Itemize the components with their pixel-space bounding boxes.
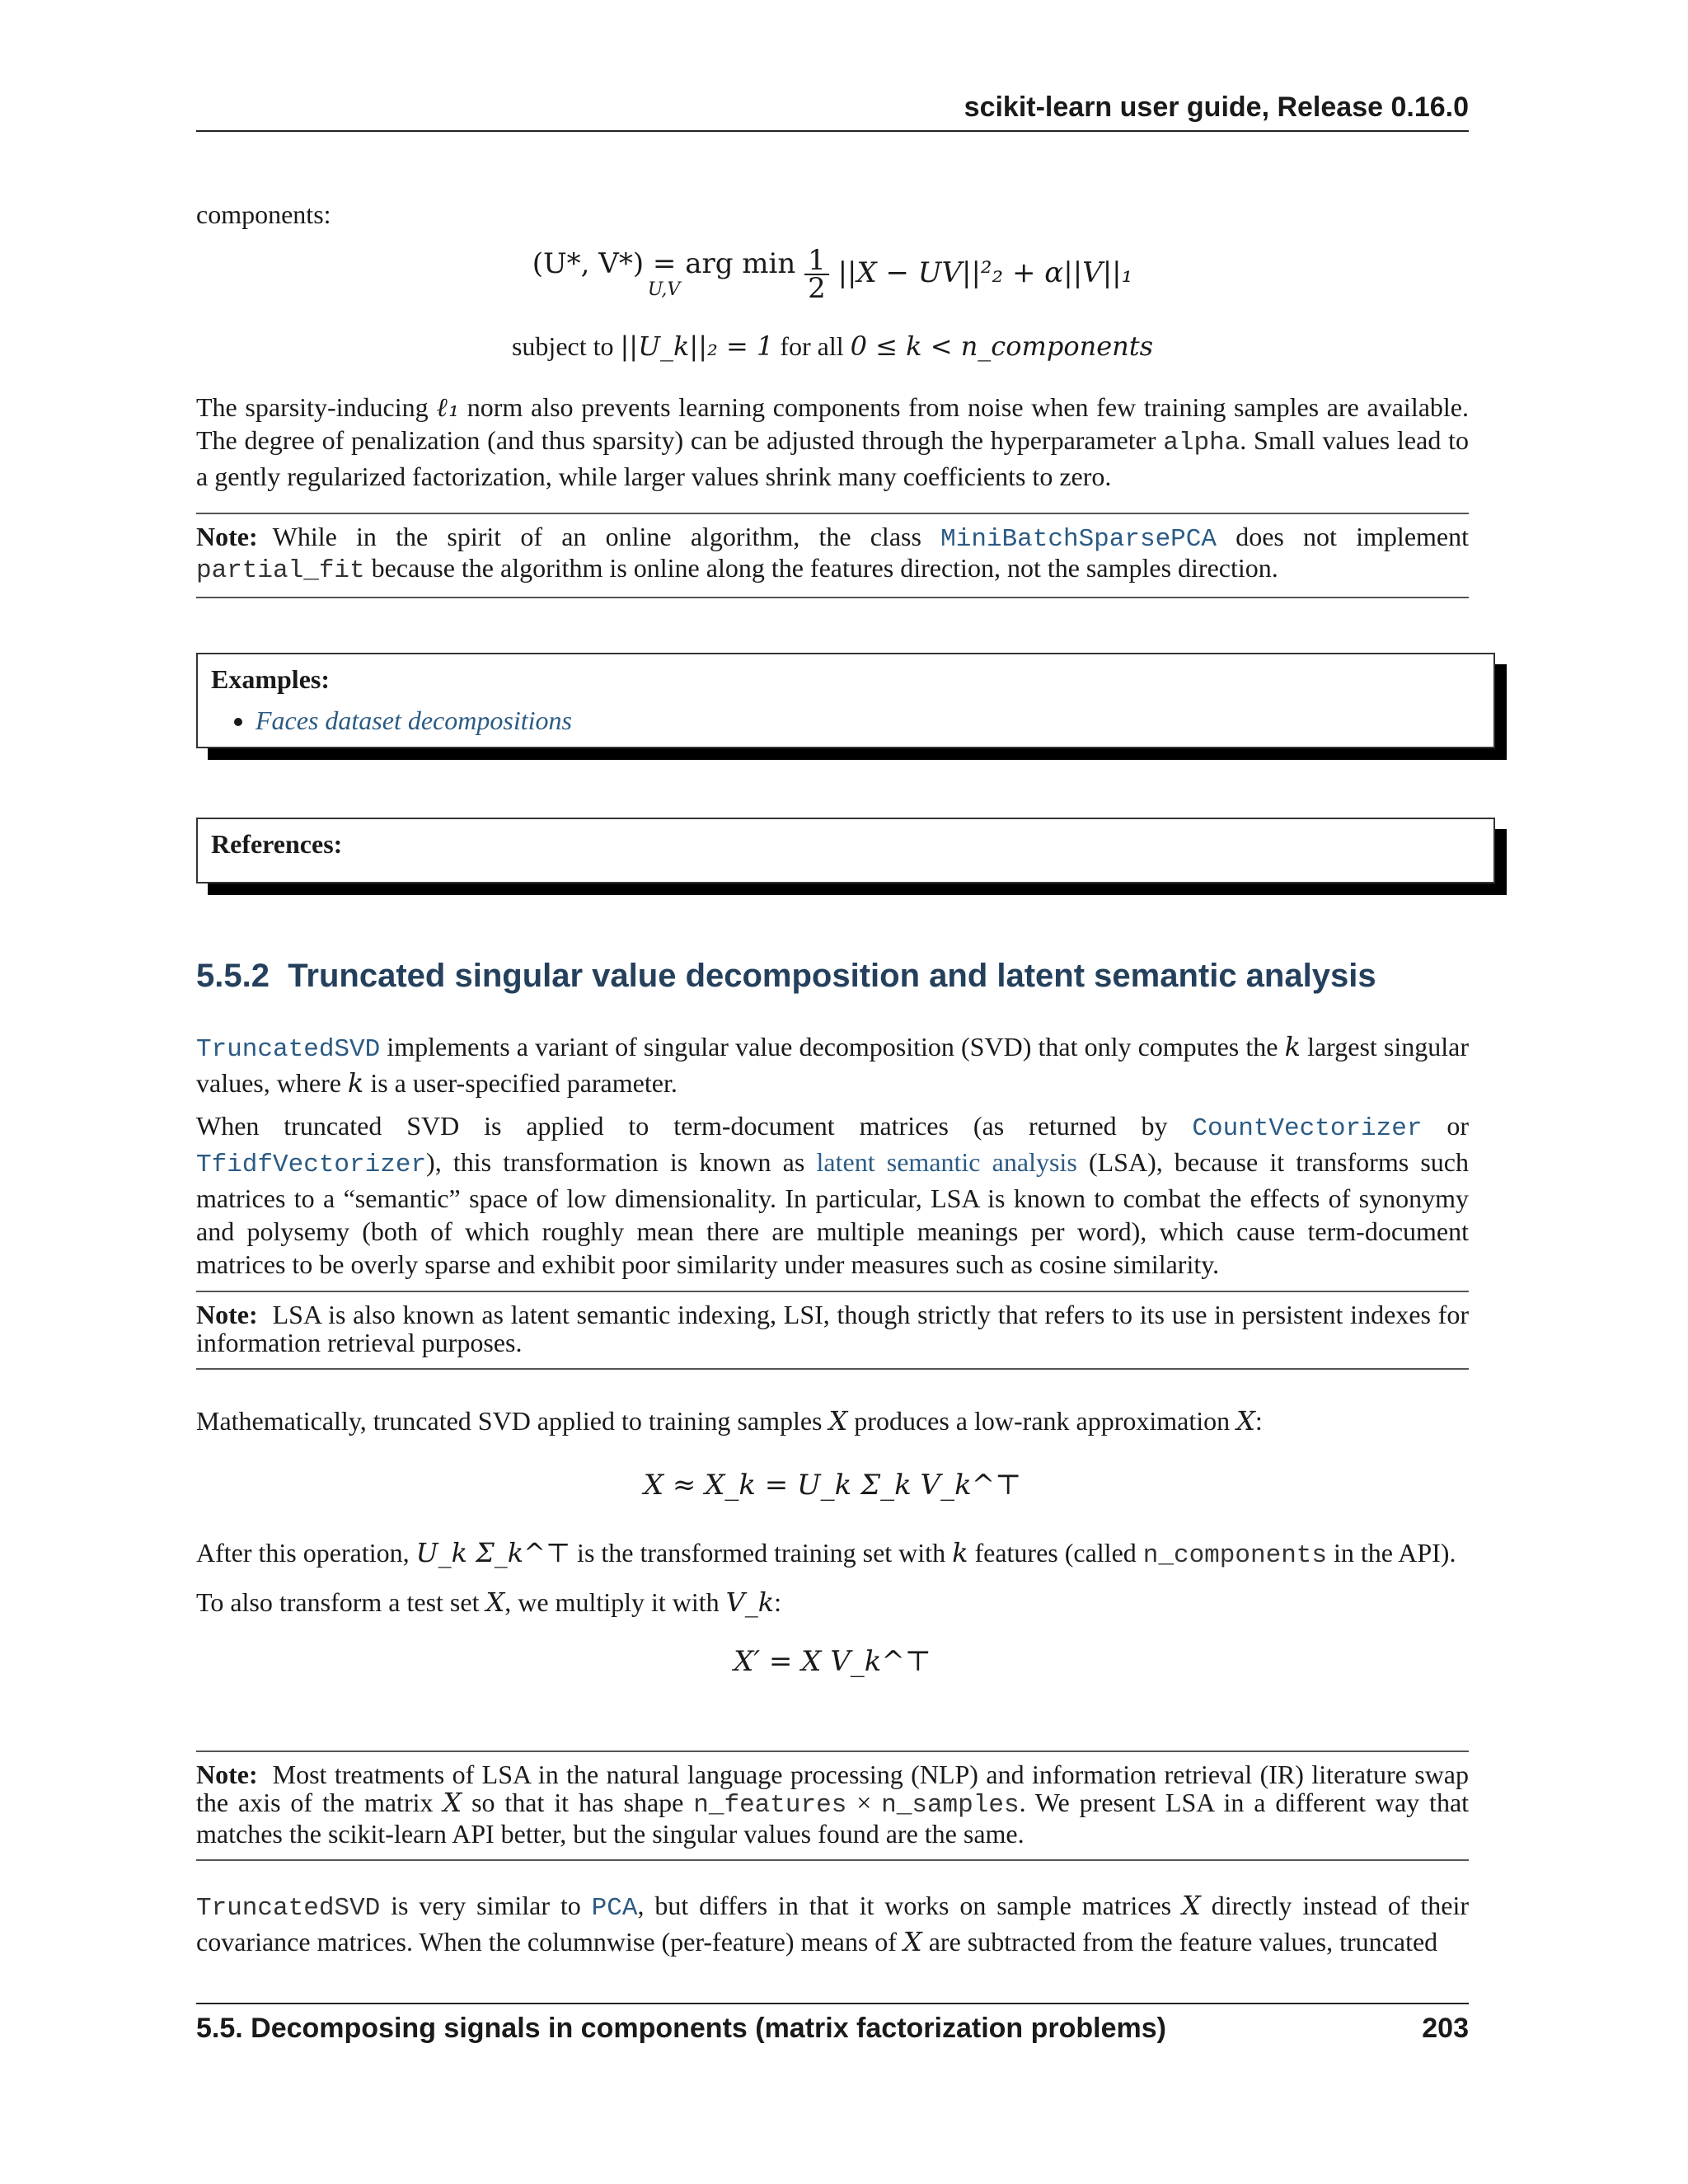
note3-code-nsamples: n_samples <box>881 1791 1020 1820</box>
para5-text-b: is the transformed training set with <box>570 1538 953 1568</box>
intro-line <box>196 198 1469 231</box>
note3-times: × <box>846 1788 882 1817</box>
eq2-text: X ≈ X_k = U_k Σ_k V_k^⊤ <box>643 1469 1022 1502</box>
paragraph-mathematically <box>196 1404 1469 1437</box>
para6-vk: V_k <box>725 1586 775 1618</box>
para7-text-c: directly instead of their covariance matrices. When the columnwise (per-feature) means of <box>196 1891 1470 1957</box>
equation-sparse-pca <box>196 244 1469 305</box>
examples-title: Examples: <box>211 664 330 694</box>
para3-text-a: When truncated SVD is applied to term-document matrices (as returned by <box>196 1111 1193 1141</box>
examples-box <box>196 653 1495 748</box>
running-header <box>196 91 1469 132</box>
note3-code-nfeatures: n_features <box>693 1791 847 1820</box>
note-lsi <box>196 1291 1469 1370</box>
para1-l1-symbol: ℓ₁ <box>436 391 460 423</box>
para6-text-b: , we multiply it with <box>504 1587 726 1617</box>
para2-text-c: is a user-specified parameter. <box>363 1068 678 1098</box>
para7-text-d: are subtracted from the feature values, truncated <box>921 1927 1438 1957</box>
para3-text-b: or <box>1422 1111 1470 1141</box>
constraint-math: ||U_k||₂ = 1 <box>620 330 774 362</box>
references-title: References: <box>211 829 343 859</box>
para5-k: k <box>952 1537 968 1568</box>
note1-link-minibatchsparsepca[interactable]: MiniBatchSparsePCA <box>940 525 1217 554</box>
para5-text-d: in the API). <box>1327 1538 1456 1568</box>
para4-x2: X <box>1236 1405 1255 1436</box>
para3-link-countvectorizer[interactable]: CountVectorizer <box>1192 1114 1423 1143</box>
note1-label: Note: <box>196 522 258 551</box>
para1-text-b: norm also prevents learning components from noise when few training samples are available. The degree of penalization (and thus sparsity) can be adjusted through the hyperparameter <box>196 392 1470 455</box>
note-minibatch <box>196 513 1469 598</box>
example-link-faces[interactable]: Faces dataset decompositions <box>256 705 572 735</box>
running-footer <box>196 2003 1469 2046</box>
eq1-rhs: ||X − UV||²₂ + α||V||₁ <box>837 256 1133 289</box>
eq3-text: X′ = X V_k^⊤ <box>734 1645 931 1678</box>
para2-link-truncatedsvd[interactable]: TruncatedSVD <box>196 1035 381 1064</box>
note3-text-b: so that it has shape <box>462 1788 694 1817</box>
para7-x: X <box>1182 1890 1201 1921</box>
note2-text: LSA is also known as latent semantic indexing, LSI, though strictly that refers to its use in persistent indexes for information retrieval purposes. <box>196 1300 1469 1357</box>
para7-link-pca[interactable]: PCA <box>591 1894 638 1923</box>
para6-x: X <box>485 1586 505 1618</box>
paragraph-pca-comparison <box>196 1889 1469 1958</box>
note1-text-c: because the algorithm is online along the features direction, not the samples direction. <box>364 553 1278 583</box>
para4-text-a: Mathematically, truncated SVD applied to training samples <box>196 1406 829 1436</box>
note1-text-a: While in the spirit of an online algorithm, the class <box>272 522 941 551</box>
para7-text-a: is very similar to <box>380 1891 592 1920</box>
equation-low-rank <box>196 1469 1469 1502</box>
section-number: 5.5.2 <box>196 958 270 994</box>
references-box <box>196 818 1495 883</box>
para1-text-c: . Small values lead to a gently regularized factorization, while larger values shrink many coefficients to zero. <box>196 425 1470 491</box>
note1-text-b: does not implement <box>1217 522 1470 551</box>
para2-k: k <box>1284 1031 1301 1062</box>
para2-text-b: largest singular values, where <box>196 1032 1470 1098</box>
note-nlp-axis <box>196 1750 1469 1861</box>
para1-code-alpha: alpha <box>1163 429 1240 457</box>
eq1-fraction <box>804 244 829 305</box>
para2-text-a: implements a variant of singular value decomposition (SVD) that only computes the <box>380 1032 1285 1062</box>
section-heading <box>196 956 1469 996</box>
footer-section-title: 5.5. Decomposing signals in components (matrix factorization problems) <box>196 2013 1166 2044</box>
para4-text-c: : <box>1254 1406 1263 1436</box>
constraint-math2: 0 ≤ k < n_components <box>850 330 1154 362</box>
constraint-text: subject to <box>511 331 614 361</box>
para1-text-a: The sparsity-inducing <box>196 392 437 422</box>
para5-text-c: features (called <box>968 1538 1143 1568</box>
equation-transform <box>196 1645 1469 1678</box>
eq1-lhs <box>532 244 1133 305</box>
paragraph-lsa <box>196 1109 1469 1281</box>
para7-text-b: , but differs in that it works on sample matrices <box>637 1891 1183 1920</box>
eq1-argmin-sub: U,V <box>647 279 681 300</box>
note3-text-a: Most treatments of LSA in the natural language processing (NLP) and information retrieval (IR) literature swap the axis of the matrix <box>196 1760 1469 1817</box>
section-title: Truncated singular value decomposition and latent semantic analysis <box>288 958 1376 994</box>
para6-text-a: To also transform a test set <box>196 1587 486 1617</box>
paragraph-sparsity <box>196 391 1469 493</box>
note3-x: X <box>443 1787 462 1818</box>
eq1-argmin: (U*, V*) = arg min <box>532 247 796 280</box>
para2-k2: k <box>347 1067 364 1099</box>
para4-text-b: produces a low-rank approximation <box>847 1406 1237 1436</box>
examples-list-item <box>256 704 1480 737</box>
paragraph-truncatedsvd <box>196 1030 1469 1099</box>
page-number: 203 <box>1422 2013 1469 2044</box>
header-title: scikit-learn user guide, Release 0.16.0 <box>964 91 1469 123</box>
para3-link-lsa[interactable]: latent semantic analysis <box>816 1147 1077 1177</box>
para3-link-tfidfvectorizer[interactable]: TfidfVectorizer <box>196 1151 427 1179</box>
para4-x: X <box>828 1405 848 1436</box>
paragraph-test-set <box>196 1586 1469 1619</box>
paragraph-after-operation <box>196 1536 1469 1572</box>
para3-text-d: (LSA), because it transforms such matrices to a “semantic” space of low dimensionality. In particular, LSA is known to combat the effects of synonymy and polysemy (both of which roughly mean there are multiple meanings per word), which cause term-document matrices to be overly sparse and exhibit poor similarity under measures such as cosine similarity. <box>196 1147 1470 1279</box>
eq1-frac-num: 1 <box>804 247 829 275</box>
para7-x2: X <box>903 1926 922 1957</box>
para5-code-ncomponents: n_components <box>1142 1541 1328 1570</box>
note1-code-partial-fit: partial_fit <box>196 556 365 585</box>
note3-label: Note: <box>196 1760 258 1789</box>
note2-label: Note: <box>196 1300 258 1329</box>
para5-text-a: After this operation, <box>196 1538 416 1568</box>
constraint-text2: for all <box>780 331 844 361</box>
eq1-frac-den: 2 <box>808 272 826 305</box>
note3-text-c: . We present LSA in a different way that matches the scikit-learn API better, but the singular values found are the same. <box>196 1788 1470 1849</box>
examples-list <box>211 704 1480 737</box>
intro-text: components: <box>196 199 331 229</box>
equation-constraint <box>196 330 1469 363</box>
para7-code-truncatedsvd: TruncatedSVD <box>196 1894 381 1923</box>
para3-text-c: ), this transformation is known as <box>426 1147 817 1177</box>
para6-text-c: : <box>774 1587 782 1617</box>
para5-math: U_k Σ_k^⊤ <box>415 1537 571 1568</box>
